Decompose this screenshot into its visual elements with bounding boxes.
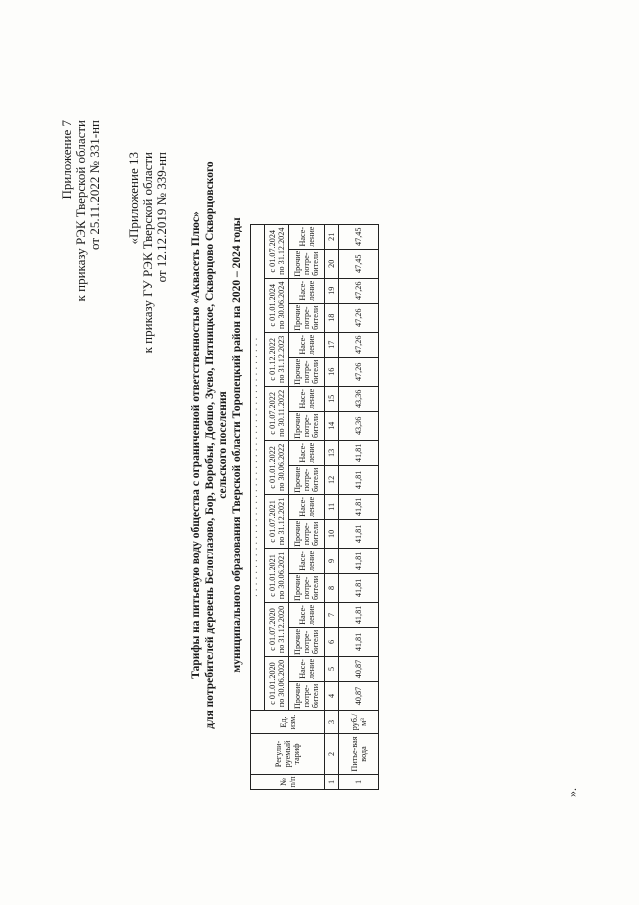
prev-appendix-line-3: от 12.12.2019 № 339-нп (154, 152, 169, 283)
tariff-value-cell: 41,81 (339, 519, 379, 548)
subheader-population: Насе-ление (289, 494, 325, 519)
tariff-value-cell: 47,45 (339, 224, 379, 249)
period-row (265, 224, 289, 789)
column-number: 1 (325, 775, 339, 790)
column-number: 18 (325, 303, 339, 332)
column-number: 14 (325, 411, 339, 440)
tariff-value-cell: 47,26 (339, 303, 379, 332)
header-unit: Ед. изм. (251, 711, 325, 734)
closing-quote: ». (565, 788, 579, 797)
period-dots: · · · · · · · · · · · · · · · · · · · · · · · · · · · · · · · · · · · · · · · · · · · · · (252, 337, 263, 598)
column-number: 8 (325, 573, 339, 602)
appendix-line-2: к приказу РЭК Тверской области (73, 120, 88, 302)
tariff-value-cell: 41,81 (339, 548, 379, 573)
column-number: 19 (325, 278, 339, 303)
period-header: с 01.01.2020 по 30.06.2020 (265, 656, 289, 710)
subheader-population: Насе-ление (289, 548, 325, 573)
tariff-value-cell: 47,26 (339, 357, 379, 386)
tariff-value-cell: 43,36 (339, 411, 379, 440)
subheader-population: Насе-ление (289, 386, 325, 411)
tariff-value-cell: 47,45 (339, 249, 379, 278)
row-unit: руб./м³ (339, 711, 379, 734)
table-row (339, 224, 379, 789)
column-number: 5 (325, 656, 339, 681)
column-number: 2 (325, 734, 339, 775)
header-number: № п/п (251, 775, 325, 790)
subheader-other-consumers: Прочие потре-бители (289, 357, 325, 386)
tariff-value-cell: 40,87 (339, 656, 379, 681)
title-line-2: для потребителей деревень Белоглазово, Бор, Воробьи, Добшо, Зуево, Пятницкое, Скворцово Скворцовского сельского поселения (203, 161, 229, 729)
subheader-other-consumers: Прочие потре-бители (289, 627, 325, 656)
period-header: с 01.01.2024 по 30.06.2024 (265, 278, 289, 332)
title-line-1: Тарифы на питьевую воду общества с ограниченной ответственностью «Аквасеть Плюс» (190, 211, 202, 679)
subheader-population: Насе-ление (289, 332, 325, 357)
document-title (190, 145, 244, 745)
subheader-other-consumers: Прочие потре-бители (289, 249, 325, 278)
tariff-value-cell: 41,81 (339, 602, 379, 627)
subheader-other-consumers: Прочие потре-бители (289, 465, 325, 494)
column-number: 15 (325, 386, 339, 411)
header-period (251, 224, 265, 710)
column-number: 11 (325, 494, 339, 519)
row-name: Питье-вая вода (339, 734, 379, 775)
appendix-line-1: Приложение 7 (59, 120, 74, 200)
column-number: 21 (325, 224, 339, 249)
prev-appendix-line-2: к приказу ГУ РЭК Тверской области (140, 152, 155, 354)
tariff-value-cell: 41,81 (339, 440, 379, 465)
subheader-other-consumers: Прочие потре-бители (289, 573, 325, 602)
tariff-value-cell: 40,87 (339, 681, 379, 710)
tariff-value-cell: 47,26 (339, 332, 379, 357)
appendix-line-3: от 25.11.2022 № 331-нп (87, 120, 102, 250)
row-number: 1 (339, 775, 379, 790)
tariff-value-cell: 41,81 (339, 627, 379, 656)
tariff-value-cell: 41,81 (339, 465, 379, 494)
tariff-table (250, 224, 379, 790)
column-number: 4 (325, 681, 339, 710)
subheader-other-consumers: Прочие потре-бители (289, 303, 325, 332)
period-header: с 01.07.2021 по 31.12.2021 (265, 494, 289, 548)
column-number: 16 (325, 357, 339, 386)
subheader-population: Насе-ление (289, 440, 325, 465)
header-tariff: Регули-руемый тариф (251, 734, 325, 775)
subheader-row (289, 224, 325, 789)
period-header: с 01.01.2021 по 30.06.2021 (265, 548, 289, 602)
column-number: 3 (325, 711, 339, 734)
tariff-value-cell: 47,26 (339, 278, 379, 303)
column-number: 9 (325, 548, 339, 573)
column-number: 10 (325, 519, 339, 548)
column-number: 12 (325, 465, 339, 494)
subheader-other-consumers: Прочие потре-бители (289, 411, 325, 440)
column-number: 7 (325, 602, 339, 627)
period-header: с 01.07.2022 по 30.11.2022 (265, 386, 289, 440)
subheader-population: Насе-ление (289, 602, 325, 627)
subheader-population: Насе-ление (289, 278, 325, 303)
column-number: 6 (325, 627, 339, 656)
column-number: 13 (325, 440, 339, 465)
subheader-population: Насе-ление (289, 656, 325, 681)
title-line-3: муниципального образования Тверской области Торопецкий район на 2020 – 2024 годы (230, 217, 243, 673)
subheader-population: Насе-ление (289, 224, 325, 249)
column-number: 20 (325, 249, 339, 278)
previous-appendix-header (127, 152, 169, 353)
appendix-header (60, 120, 102, 301)
tariff-value-cell: 43,36 (339, 386, 379, 411)
period-header: с 01.07.2020 по 31.12.2020 (265, 602, 289, 656)
subheader-other-consumers: Прочие потре-бители (289, 519, 325, 548)
column-number: 17 (325, 332, 339, 357)
column-number-row (325, 224, 339, 789)
period-header: с 01.01.2022 по 30.06.2022 (265, 440, 289, 494)
tariff-value-cell: 41,81 (339, 494, 379, 519)
period-header: с 01.12.2022 по 31.12.2023 (265, 332, 289, 386)
prev-appendix-line-1: «Приложение 13 (126, 152, 141, 245)
period-header: с 01.07.2024 по 31.12.2024 (265, 224, 289, 278)
subheader-other-consumers: Прочие потре-бители (289, 681, 325, 710)
tariff-value-cell: 41,81 (339, 573, 379, 602)
